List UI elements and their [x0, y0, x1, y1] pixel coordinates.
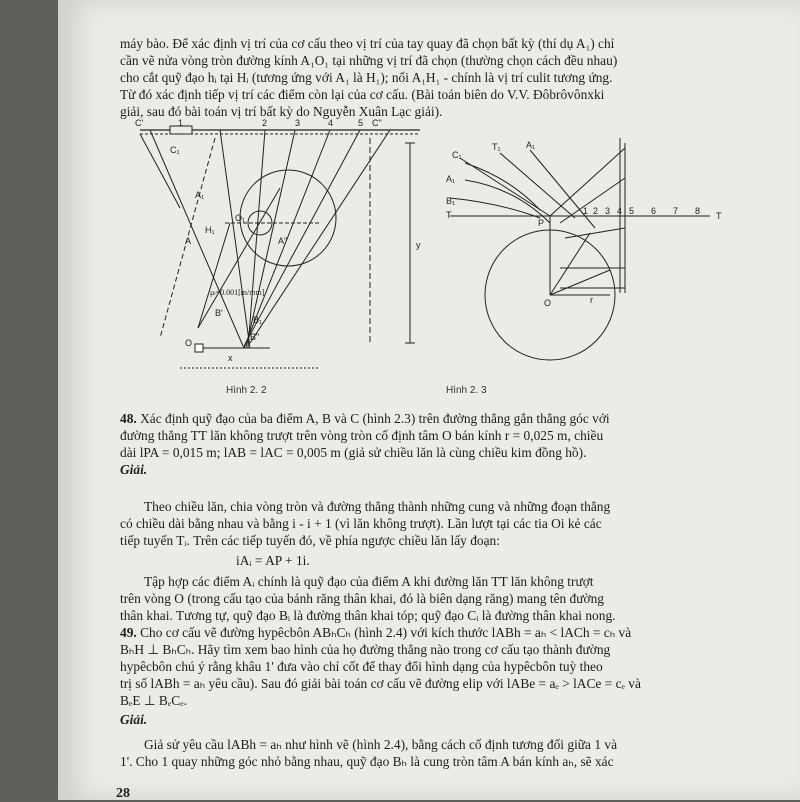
label-x: x: [228, 353, 233, 363]
num-5: 5: [629, 206, 635, 216]
label-a1-fig3: A₁: [526, 140, 536, 150]
solution-heading: Giải.: [120, 712, 148, 727]
num-6: 6: [651, 206, 657, 216]
label-5: 5: [358, 118, 364, 128]
sol48-line: Tập hợp các điểm Aᵢ chính là quỹ đạo của điểm A khi đường lăn TT lăn không trượt: [144, 574, 594, 589]
ex49-line: BₑE ⊥ BₑCₑ.: [120, 693, 187, 708]
figures-area: [120, 118, 720, 403]
intro-line: cho cắt quỹ đạo hᵢ tại Hᵢ (tương ứng với A₁ là H₁); nối A₁H₁ - chính là vị trí culit tương ứng.: [120, 70, 613, 85]
figure-2-3: [450, 138, 710, 360]
label-t-left: T: [446, 210, 452, 220]
ex48-line: đường thẳng TT lăn không trượt trên vòng tròn cố định tâm O bán kính r = 0,025 m, chiều: [120, 428, 604, 443]
caption-fig-2-3: Hình 2. 3: [446, 385, 487, 396]
exercise-number: 49.: [120, 625, 137, 640]
label-t-right: T: [716, 211, 722, 221]
intro-paragraph: [120, 35, 692, 120]
intro-line: Từ đó xác định tiếp vị trí các điểm còn lại của cơ cấu. (Bài toán biên do V.V. Đôbrôvônxki: [120, 87, 605, 102]
sol48-line: Theo chiều lăn, chia vòng tròn và đường thẳng thành những cung và những đoạn thẳng: [144, 499, 611, 514]
exercise-49: [120, 624, 696, 709]
figure-2-2: [140, 126, 420, 368]
solution-48: [120, 498, 696, 549]
label-c-double: C": [372, 118, 382, 128]
label-a: A: [185, 236, 192, 246]
label-b1-fig3: B₁: [446, 196, 456, 206]
num-3: 3: [605, 206, 611, 216]
solution-49: [120, 736, 696, 770]
solution-48-cont: [120, 573, 696, 624]
label-a1: A₁: [195, 190, 205, 200]
page-number: 28: [116, 786, 130, 801]
sol49-line: Giả sử yêu cầu lABh = aₕ như hình vẽ (hình 2.4), bằng cách cố định tương đối giữa 1 và: [144, 737, 618, 752]
label-b-prime: B': [215, 308, 223, 318]
intro-line: cần vẽ nửa vòng tròn đường kính A₁O₁ tại những vị trí đã chọn (thường chọn cách đều nhau): [120, 53, 618, 68]
num-4: 4: [617, 206, 623, 216]
label-c1-fig3: C₁: [452, 150, 462, 160]
sol48-line: trên vòng O (trong cấu tạo của bánh răng thân khai, đó là biên dạng răng) mang tên đường: [120, 591, 604, 606]
label-4: 4: [328, 118, 334, 128]
label-b1: B₁: [253, 315, 263, 325]
label-o1: O₁: [235, 213, 246, 223]
num-1: 1: [583, 206, 589, 216]
label-r: r: [590, 295, 593, 305]
label-1: 1: [178, 118, 184, 128]
caption-fig-2-2: Hình 2. 2: [226, 385, 267, 396]
intro-line: giải, sau đó bài toán vị trí bất kỳ do Nguyễn Xuân Lạc giải).: [120, 104, 443, 119]
label-2: 2: [262, 118, 268, 128]
exercise-48: [120, 410, 696, 461]
ex49-line: Cho cơ cấu vẽ đường hypêcbôn ABₕCₕ (hình 2.4) với kích thước lABh = aₕ < lACh = cₕ và: [140, 625, 632, 640]
label-o: O: [185, 338, 193, 348]
intro-line: máy bào. Để xác định vị trí của cơ cấu theo vị trí của tay quay đã chọn bất kỳ (thí dụ A₁) chỉ: [120, 36, 615, 51]
ex48-line: Xác định quỹ đạo của ba điểm A, B và C (hình 2.3) trên đường thẳng gắn thẳng góc với: [140, 411, 610, 426]
label-3: 3: [295, 118, 301, 128]
label-a-double: A": [278, 236, 288, 246]
label-a1-left: A₁: [446, 174, 456, 184]
ex49-line: trị số lABh = aₕ yêu cầu). Sau đó giải bài toán cơ cấu vẽ đường elip với lABe = aₑ > lACe = cₑ và: [120, 676, 641, 691]
exercise-number: 48.: [120, 411, 137, 426]
ex49-line: BₕH ⊥ BₕCₕ. Hãy tìm xem bao hình của họ đường thẳng nào trong cơ cấu tạo thành đường: [120, 642, 611, 657]
solution-heading: Giải.: [120, 462, 148, 477]
label-c-prime: C': [135, 118, 144, 128]
num-8: 8: [695, 206, 701, 216]
sol48-line: có chiều dài bằng nhau và bằng i - i + 1 (vì lăn không trượt). Lần lượt tại các tia Oi kẻ các: [120, 516, 602, 531]
num-2: 2: [593, 206, 599, 216]
ex49-line: hypêcbôn chú ý rằng khâu 1' đưa vào chỉ cốt để thay đổi hình dạng của hypêcbôn tuỳ theo: [120, 659, 603, 674]
sol49-line: 1'. Cho 1 quay những góc nhỏ bằng nhau, quỹ đạo Bₕ là cung tròn tâm A bán kính aₕ, sẽ xác: [120, 754, 614, 769]
scale-label: μₗ=0.001[m/mm]: [210, 288, 265, 297]
sol48-line: thân khai. Tương tự, quỹ đạo Bᵢ là đường thân khai tóp; quỹ đạo Cᵢ là đường thân khai nong.: [120, 608, 616, 623]
label-h1: H₁: [205, 225, 215, 235]
book-page: [58, 0, 800, 800]
label-b-double: B": [250, 332, 260, 342]
label-c1: C₁: [170, 145, 180, 155]
ex48-line: dài lPA = 0,015 m; lAB = lAC = 0,005 m (giả sử chiều lăn là cùng chiều kim đồng hồ).: [120, 445, 587, 460]
formula: iAᵢ = AP + 1i.: [236, 553, 310, 568]
label-p: P: [538, 218, 545, 228]
label-t1: T₁: [492, 142, 501, 152]
num-7: 7: [673, 206, 679, 216]
label-y: y: [416, 240, 421, 250]
label-o-fig3: O: [544, 298, 552, 308]
sol48-line: tiếp tuyến Tᵢ. Trên các tiếp tuyến đó, về phía ngược chiều lăn lấy đoạn:: [120, 533, 500, 548]
